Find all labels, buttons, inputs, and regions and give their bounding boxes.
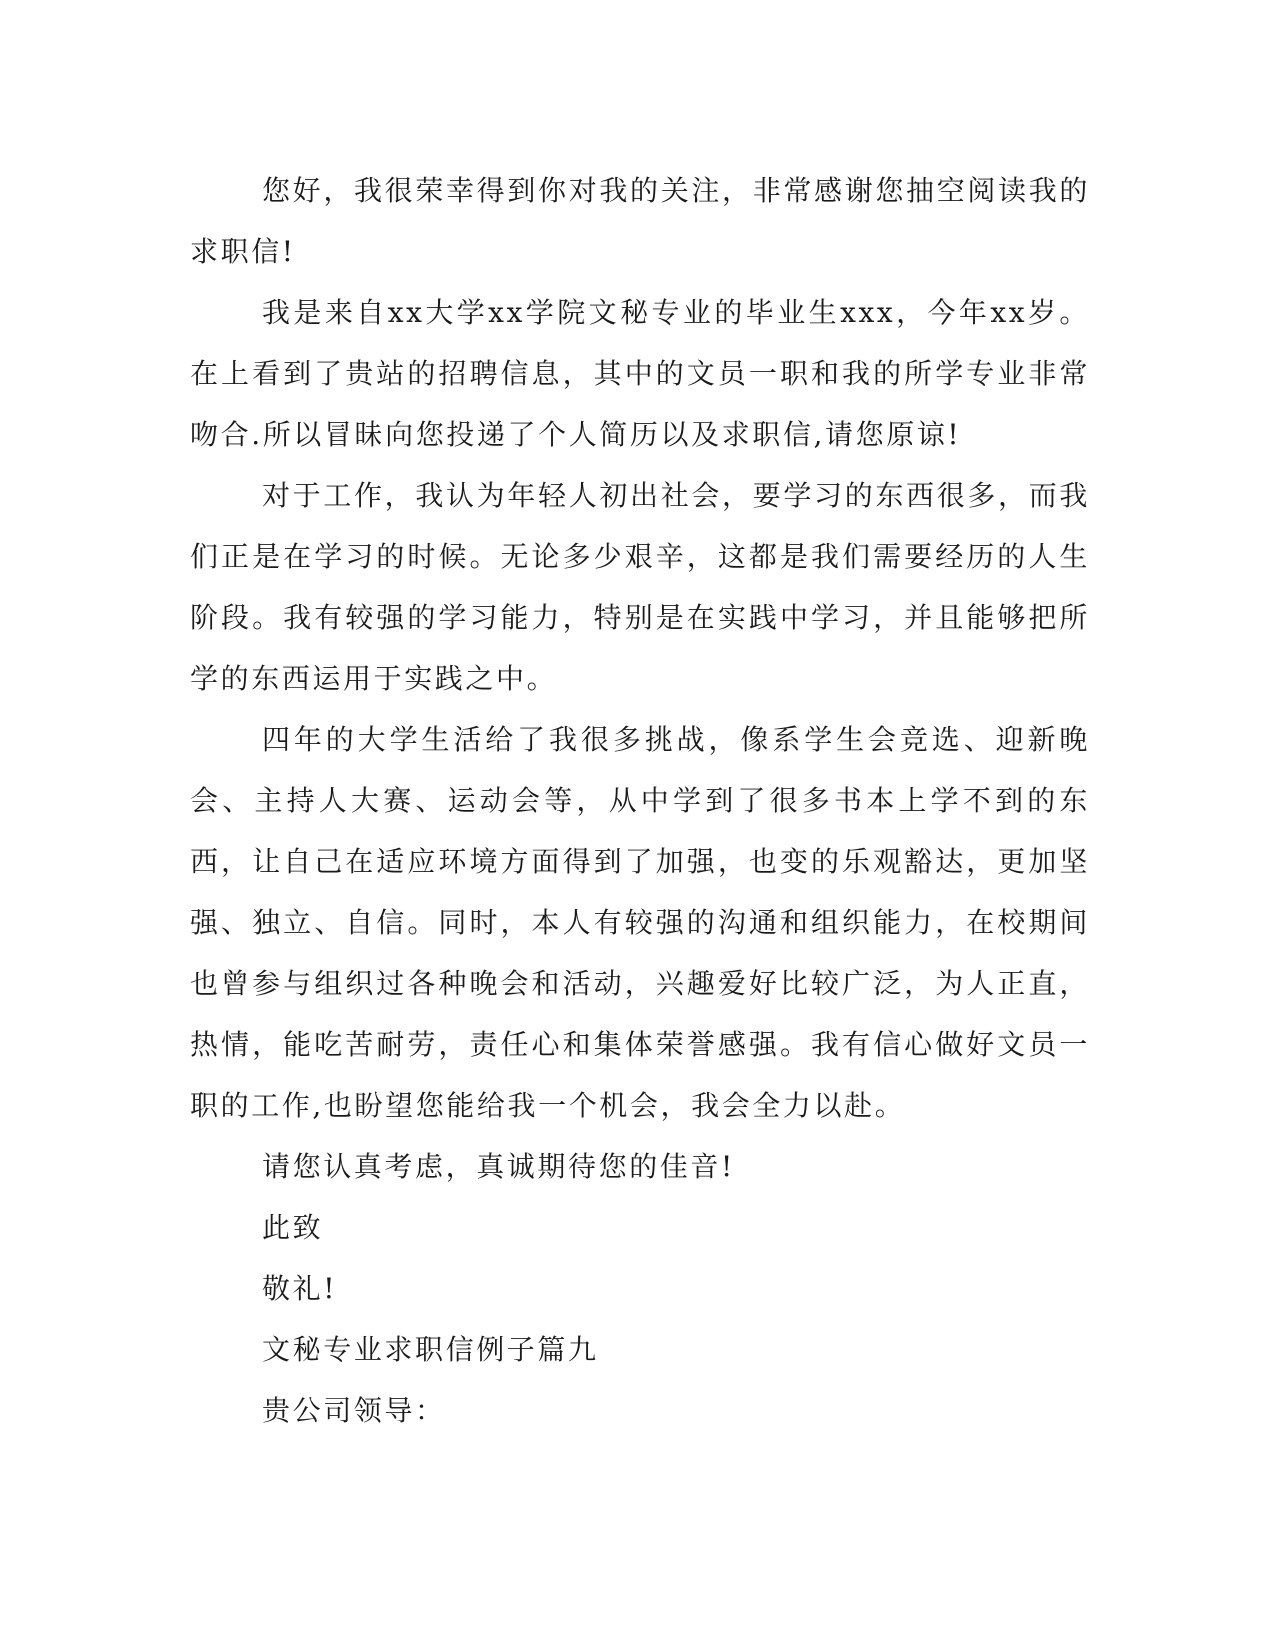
paragraph-greeting: 您好，我很荣幸得到你对我的关注，非常感谢您抽空阅读我的求职信! xyxy=(190,174,1090,268)
letter-body xyxy=(190,160,1090,1441)
paragraph-work-attitude: 对于工作，我认为年轻人初出社会，要学习的东西很多，而我们正是在学习的时候。无论多少艰辛，这都是我们需要经历的人生阶段。我有较强的学习能力，特别是在实践中学习，并且能够把所学的东西运用于实践之中。 xyxy=(190,479,1090,695)
paragraph-introduction: 我是来自xx大学xx学院文秘专业的毕业生xxx，今年xx岁。在上看到了贵站的招聘信息，其中的文员一职和我的所学专业非常吻合.所以冒昧向您投递了个人简历以及求职信,请您原谅! xyxy=(190,296,1090,451)
paragraph-university-experience: 四年的大学生活给了我很多挑战，像系学生会竞选、迎新晚会、主持人大赛、运动会等，从中学到了很多书本上学不到的东西，让自己在适应环境方面得到了加强，也变的乐观豁达，更加坚强、独立、自信。同时，本人有较强的沟通和组织能力，在校期间也曾参与组织过各种晚会和活动，兴趣爱好比较广泛，为人正直，热情，能吃苦耐劳，责任心和集体荣誉感强。我有信心做好文员一职的工作,也盼望您能给我一个机会，我会全力以赴。 xyxy=(190,723,1090,1122)
next-letter-addressee: 贵公司领导： xyxy=(262,1394,446,1427)
section-heading: 文秘专业求职信例子篇九 xyxy=(262,1333,599,1366)
closing-salutation: 此致 xyxy=(262,1211,324,1244)
closing-regards: 敬礼! xyxy=(262,1272,338,1305)
closing-request: 请您认真考虑，真诚期待您的佳音! xyxy=(262,1150,735,1183)
